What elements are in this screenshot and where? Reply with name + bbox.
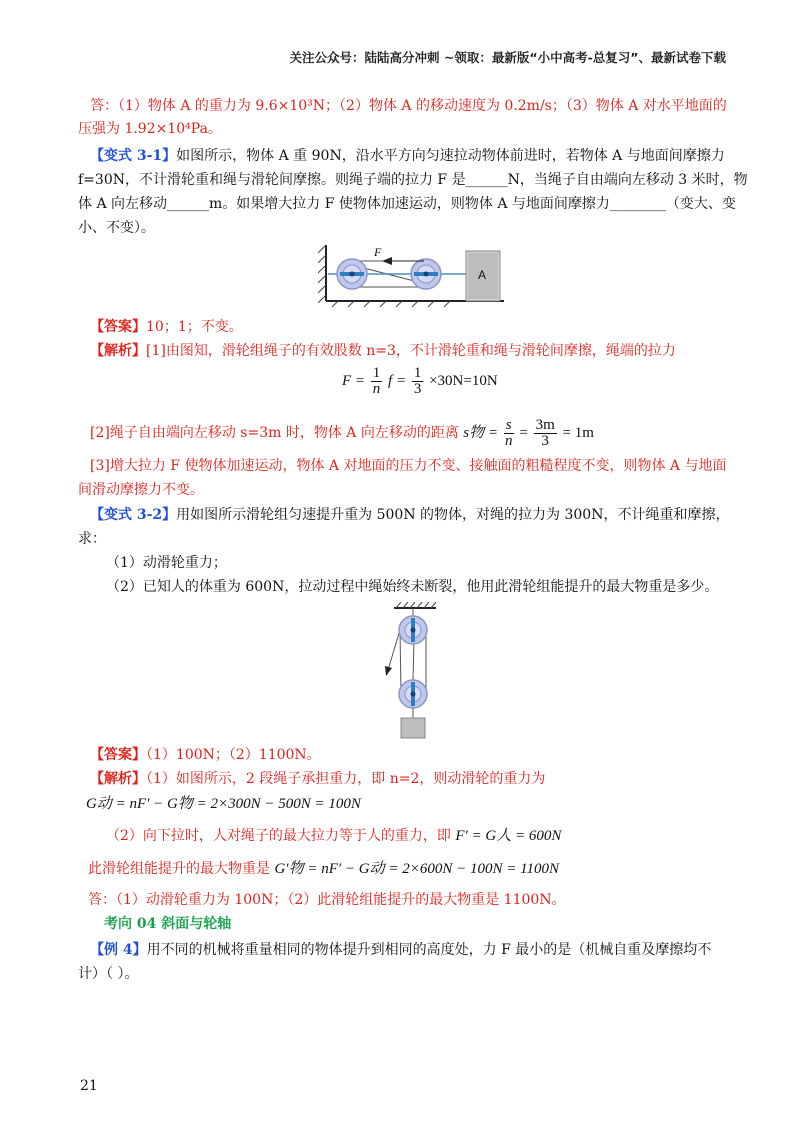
variant-3-1-equation-2: s物 = $\frac{s}{n}$ = $\frac{3m}{3}$ = 1m xyxy=(463,417,594,449)
variant-3-1-question-line-2: f=30N，不计滑轮重和绳与滑轮间摩擦。则绳子端的拉力 F 是______N，当绳子自由端向左移动 3 米时，物 xyxy=(78,172,748,188)
force-label-F: F xyxy=(374,245,382,259)
variant-3-1-analysis-line-2: [2]绳子自由端向左移动 s=3m 时，物体 A 向左移动的距离 s物 = $\frac{s}{n}$ = $\frac{3m}{3}$ = 1m xyxy=(90,417,594,449)
variant-3-2-analysis-line-3: 此滑轮组能提升的最大物重是 G′物 = nF′ − G动 = 2×600N − 100N = 1100N xyxy=(88,861,559,877)
variant-3-1-analysis-line-1: 【解析】[1]由图知，滑轮组绳子的有效股数 n=3，不计滑轮重和绳与滑轮间摩擦，绳端的拉力 xyxy=(90,343,676,359)
variant-3-1-analysis-line-4: 间滑动摩擦力不变。 xyxy=(78,482,204,498)
variant-3-2-analysis-line-1: 【解析】（1）如图所示，2 段绳子承担重力，即 n=2，则动滑轮的重力为 xyxy=(90,771,546,787)
prev-answer-line-1: 答：（1）物体 A 的重力为 9.6×10³N；（2）物体 A 的移动速度为 0.2m/s；（3）物体 A 对水平地面的 xyxy=(90,98,727,114)
block-label-A: A xyxy=(478,268,487,282)
vertical-pulley-figure xyxy=(384,602,444,740)
variant-3-1-equation-1: F = $\frac{1}{n}$ f = $\frac{1}{3}$ ×30N=10N xyxy=(342,365,498,397)
page-number: 21 xyxy=(80,1078,98,1094)
horizontal-pulley-figure xyxy=(318,241,508,307)
variant-3-2-final-answer: 答：（1）动滑轮重力为 100N；（2）此滑轮组能提升的最大物重是 1100N。 xyxy=(88,892,566,908)
variant-3-2-equation-3: G′物 = nF′ − G动 = 2×600N − 100N = 1100N xyxy=(274,861,559,877)
example-4-question-line-2: 计）（ ）。 xyxy=(78,966,139,982)
variant-3-2-question-line-4: （2）已知人的体重为 600N，拉动过程中绳始终未断裂，他用此滑轮组能提升的最大物重是多少。 xyxy=(106,579,719,595)
variant-3-2-question-line-3: （1）动滑轮重力； xyxy=(106,555,227,571)
variant-3-1-answer: 【答案】10；1；不变。 xyxy=(90,319,243,335)
variant-3-2-question-line-2: 求： xyxy=(78,531,106,547)
example-4-tag: 【例 4】 xyxy=(90,942,147,958)
example-4-question-line-1: 【例 4】用不同的机械将重量相同的物体提升到相同的高度处，力 F 最小的是（机械自重及摩擦均不 xyxy=(90,942,712,958)
variant-3-1-tag: 【变式 3-1】 xyxy=(90,148,177,164)
variant-3-2-analysis-line-2: （2）向下拉时，人对绳子的最大拉力等于人的重力，即 F′ = G人 = 600N xyxy=(106,828,562,844)
prev-answer-line-2: 压强为 1.92×10⁴Pa。 xyxy=(78,121,222,137)
variant-3-2-question-line-1: 【变式 3-2】用如图所示滑轮组匀速提升重为 500N 的物体，对绳的拉力为 300N，不计绳重和摩擦， xyxy=(90,507,730,523)
variant-3-1-analysis-line-3: [3]增大拉力 F 使物体加速运动，物体 A 对地面的压力不变、接触面的粗糙程度不变，则物体 A 与地面 xyxy=(90,458,727,474)
section-heading: 考向 04 斜面与轮轴 xyxy=(104,916,232,932)
variant-3-2-equation-1: G动 = nF′ − G物 = 2×300N − 500N = 100N xyxy=(86,796,361,812)
variant-3-1-question-line-1: 【变式 3-1】如图所示，物体 A 重 90N，沿水平方向匀速拉动物体前进时，若物体 A 与地面间摩擦力 xyxy=(90,148,725,164)
variant-3-2-equation-2: F′ = G人 = 600N xyxy=(455,828,562,844)
variant-3-1-question-line-4: 小、不变）。 xyxy=(78,220,155,236)
variant-3-2-answer: 【答案】（1）100N；（2）1100N。 xyxy=(90,747,321,763)
variant-3-2-tag: 【变式 3-2】 xyxy=(90,507,177,523)
variant-3-1-question-line-3: 体 A 向左移动______m。如果增大拉力 F 使物体加速运动，则物体 A 与地面间摩擦力________（变大、变 xyxy=(78,196,736,212)
page-header: 关注公众号：陆陆高分冲刺 ~领取：最新版“小中高考-总复习”、最新试卷下载 xyxy=(289,50,726,65)
